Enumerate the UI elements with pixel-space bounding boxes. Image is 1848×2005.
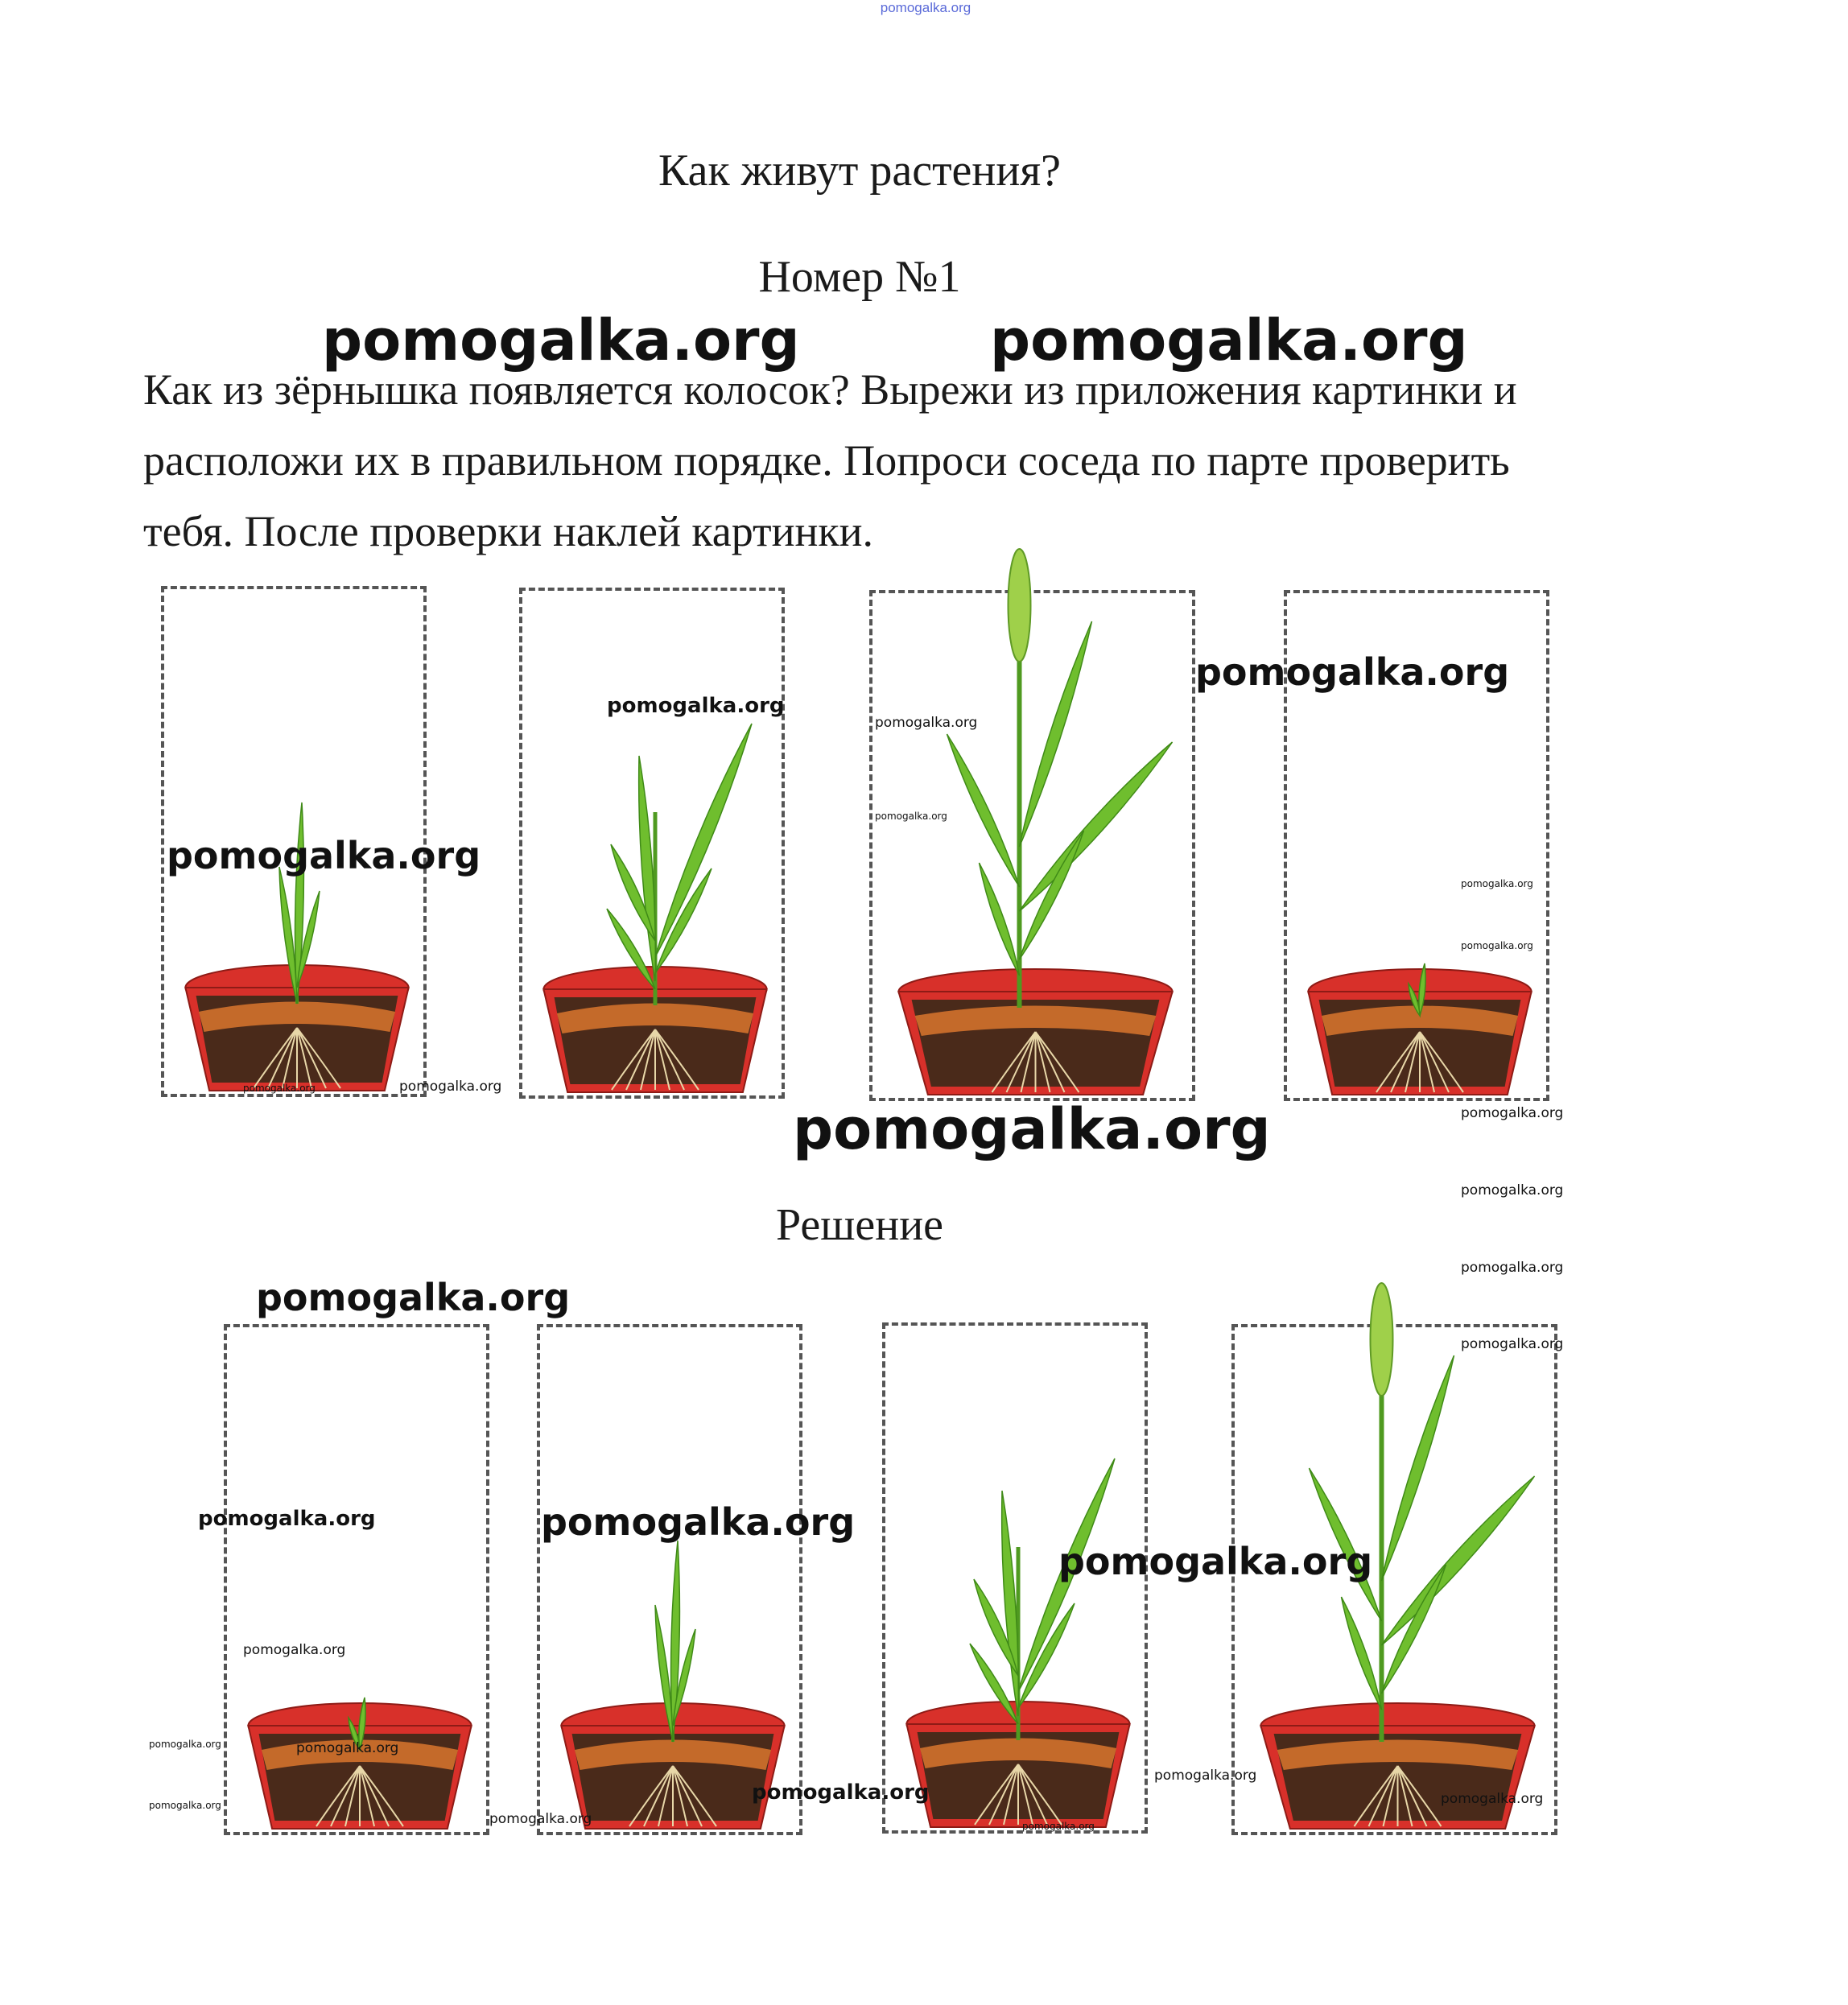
watermark: pomogalka.org (198, 1507, 376, 1531)
plant-sprout-image (164, 589, 430, 1100)
leaf (1018, 1458, 1115, 1692)
leaf (980, 863, 1020, 976)
watermark: pomogalka.org (1461, 1182, 1564, 1198)
watermark: pomogalka.org (1461, 1336, 1564, 1352)
plant-eared-image (872, 593, 1198, 1104)
watermark: pomogalka.org (1461, 940, 1533, 951)
leaf (1382, 1565, 1446, 1694)
watermark: pomogalka.org (607, 694, 785, 718)
watermark: pomogalka.org (149, 1800, 221, 1811)
watermark: pomogalka.org (1154, 1768, 1257, 1784)
leaf (1310, 1468, 1382, 1621)
solution-title: Решение (775, 1200, 944, 1250)
task-card-sprout (161, 586, 427, 1097)
plant-eared-image (1235, 1327, 1564, 1838)
solution-card-young-plant (882, 1322, 1148, 1834)
task-instructions: Как из зёрнышка появляется колосок? Вырежи из приложения картинки и расположи их в правильном порядке. Попроси соседа по парте проверить тебя. После проверки наклей картинки. (143, 365, 1517, 555)
leaf (947, 734, 1020, 887)
watermark: pomogalka.org (399, 1079, 502, 1095)
plant-young-image (885, 1326, 1151, 1837)
watermark: pomogalka.org (256, 1276, 571, 1319)
leaf (1002, 1491, 1019, 1716)
leaf (1342, 1597, 1382, 1710)
header-link[interactable]: pomogalka.org (880, 0, 971, 15)
task-card-young-plant (519, 588, 785, 1099)
watermark: pomogalka.org (1461, 878, 1533, 889)
plant-seedling-image (1287, 593, 1553, 1104)
page-title: Как живут растения? (658, 146, 1061, 196)
leaf (1382, 1355, 1454, 1581)
watermark: pomogalka.org (541, 1500, 856, 1544)
watermark: pomogalka.org (793, 1096, 1271, 1162)
watermark: pomogalka.org (167, 834, 481, 877)
wheat-ear (1371, 1283, 1393, 1396)
watermark: pomogalka.org (875, 715, 978, 731)
watermark: pomogalka.org (1022, 1821, 1095, 1832)
watermark: pomogalka.org (752, 1780, 930, 1805)
leaf (1020, 621, 1092, 847)
watermark: pomogalka.org (489, 1811, 592, 1827)
watermark: pomogalka.org (149, 1739, 221, 1750)
task-card-eared-plant (869, 590, 1195, 1101)
watermark: pomogalka.org (243, 1083, 316, 1094)
task-card-seedling (1284, 590, 1549, 1101)
watermark: pomogalka.org (1461, 1260, 1564, 1276)
watermark: pomogalka.org (296, 1740, 399, 1756)
plant-sprout-image (540, 1327, 806, 1838)
leaf (655, 724, 752, 957)
wheat-ear (1009, 549, 1031, 662)
plant-young-image (522, 591, 788, 1102)
watermark: pomogalka.org (243, 1642, 346, 1658)
watermark: pomogalka.org (322, 307, 800, 373)
task-number: Номер №1 (758, 252, 961, 302)
leaf (639, 756, 656, 981)
watermark: pomogalka.org (875, 811, 947, 822)
watermark: pomogalka.org (1441, 1791, 1544, 1807)
solution-card-seedling (224, 1324, 489, 1835)
plant-seedling-image (227, 1327, 493, 1838)
solution-card-sprout (537, 1324, 802, 1835)
watermark: pomogalka.org (1461, 1105, 1564, 1121)
watermark: pomogalka.org (990, 307, 1468, 373)
watermark: pomogalka.org (1058, 1540, 1373, 1583)
solution-card-eared-plant (1231, 1324, 1557, 1835)
watermark: pomogalka.org (1195, 650, 1510, 694)
leaf (1020, 831, 1084, 959)
